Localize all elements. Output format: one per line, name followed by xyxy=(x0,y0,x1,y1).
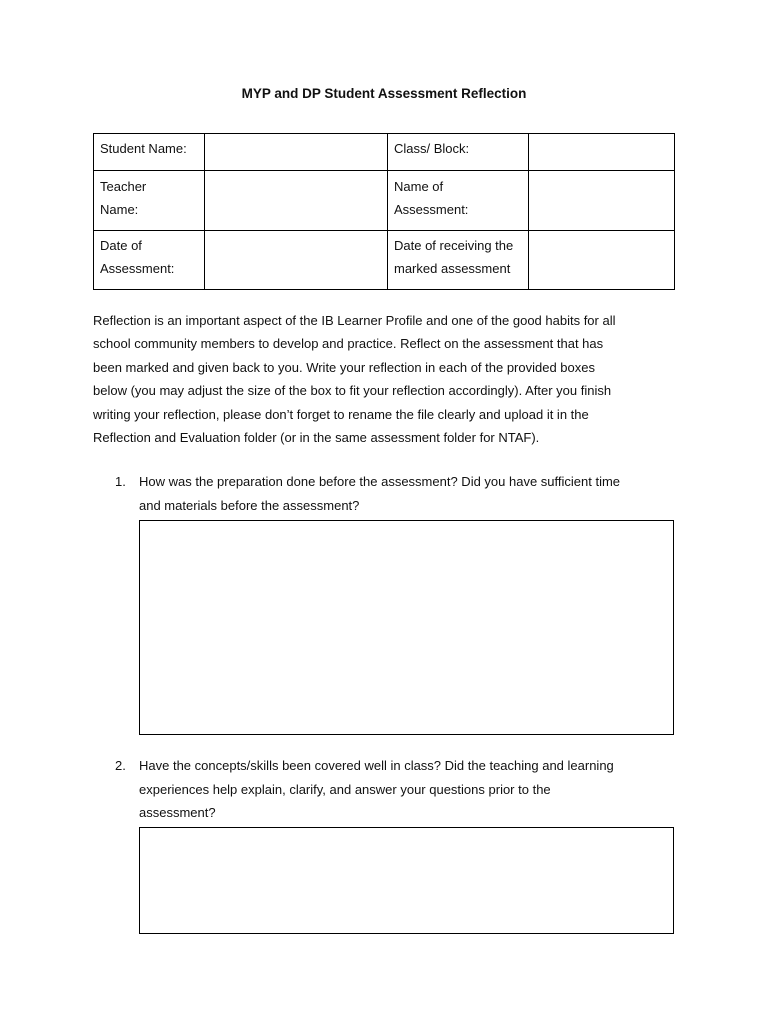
student-name-label: Student Name: xyxy=(94,134,205,171)
question-line: experiences help explain, clarify, and answer your questions prior to the xyxy=(139,781,551,797)
assessment-name-label-line: Assessment: xyxy=(394,202,469,217)
intro-line: Reflection is an important aspect of the IB Learner Profile and one of the good habits for all xyxy=(93,313,616,328)
date-received-label xyxy=(388,231,529,290)
student-name-field[interactable] xyxy=(205,134,388,171)
table-row xyxy=(94,231,675,290)
teacher-name-label xyxy=(94,171,205,231)
intro-line: writing your reflection, please don’t forget to rename the file clearly and upload it in the xyxy=(93,406,589,422)
date-of-assessment-label-line: Assessment: xyxy=(100,261,175,276)
question-line: How was the preparation done before the assessment? Did you have sufficient time xyxy=(139,474,621,489)
question-line: and materials before the assessment? xyxy=(139,497,360,513)
intro-line: below (you may adjust the size of the box to fit your reflection accordingly). After you finish xyxy=(93,383,612,399)
answer-box-2[interactable] xyxy=(139,827,674,934)
date-of-assessment-label xyxy=(94,231,205,290)
teacher-name-label-line: Name: xyxy=(100,202,139,217)
student-info-table xyxy=(93,133,675,290)
intro-line: Reflection and Evaluation folder (or in the same assessment folder for NTAF). xyxy=(93,430,540,446)
answer-box-1[interactable] xyxy=(139,520,674,735)
question-number: 2. xyxy=(115,758,126,773)
document-title: MYP and DP Student Assessment Reflection xyxy=(241,86,527,101)
intro-line: been marked and given back to you. Write your reflection in each of the provided boxes xyxy=(93,359,595,375)
intro-paragraph xyxy=(93,309,683,449)
table-row xyxy=(94,171,675,231)
teacher-name-label-line: Teacher xyxy=(100,179,147,194)
assessment-name-label-line: Name of xyxy=(394,179,444,194)
assessment-name-label xyxy=(388,171,529,231)
date-received-label-line: Date of receiving the xyxy=(394,238,514,253)
date-of-assessment-label-line: Date of xyxy=(100,238,142,253)
date-received-label-line: marked assessment xyxy=(394,261,511,276)
class-block-label: Class/ Block: xyxy=(388,134,529,171)
question-2 xyxy=(115,754,675,825)
question-1 xyxy=(115,470,675,517)
date-received-field[interactable] xyxy=(529,231,675,290)
question-line: Have the concepts/skills been covered well in class? Did the teaching and learning xyxy=(139,758,614,773)
question-line: assessment? xyxy=(139,805,216,820)
question-number: 1. xyxy=(115,474,126,489)
intro-line: school community members to develop and practice. Reflect on the assessment that has xyxy=(93,336,604,352)
class-block-field[interactable] xyxy=(529,134,675,171)
table-row xyxy=(94,134,675,171)
date-of-assessment-field[interactable] xyxy=(205,231,388,290)
assessment-name-field[interactable] xyxy=(529,171,675,231)
teacher-name-field[interactable] xyxy=(205,171,388,231)
